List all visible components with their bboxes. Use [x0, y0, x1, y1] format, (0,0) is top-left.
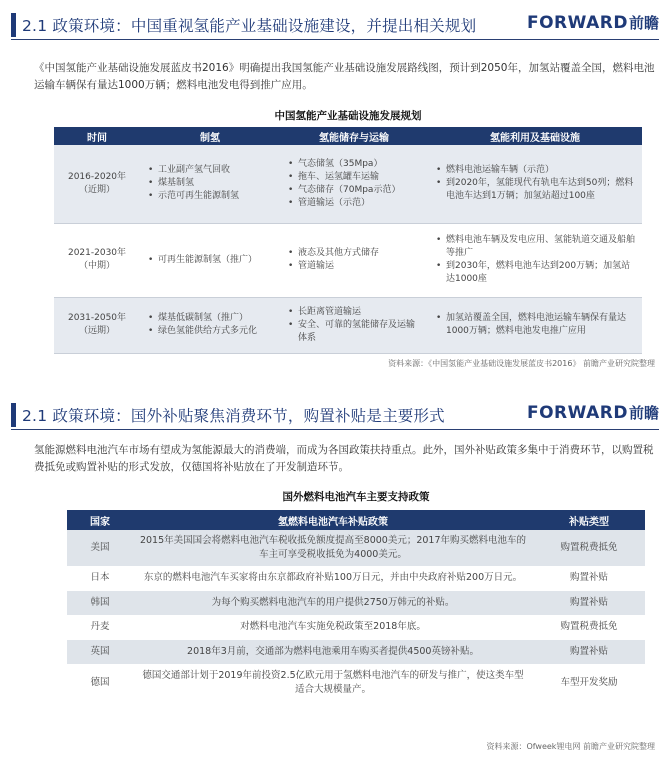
col-header-type: 补贴类型 — [533, 510, 645, 530]
section-1-title: 2.1 政策环境：中国重视氢能产业基础设施建设，并提出相关规划 — [22, 16, 477, 35]
policy-cell: 为每个购买燃料电池汽车的用户提供2750万韩元的补贴。 — [133, 590, 533, 615]
production-cell — [140, 145, 280, 223]
list-item: • 煤基制氢 — [146, 177, 274, 190]
type-cell: 车型开发奖励 — [533, 664, 645, 702]
storage-cell — [280, 223, 428, 297]
table-row — [67, 639, 645, 664]
table-row — [54, 223, 642, 297]
list-item: • 燃料电池车辆及发电应用、氢能轨道交通及船舶等推广 — [434, 234, 636, 260]
list-item: • 工业副产氢气回收 — [146, 164, 274, 177]
list-item: • 长距离管道输运 — [286, 306, 422, 319]
col-header-policy: 氢燃料电池汽车补贴政策 — [133, 510, 533, 530]
country-cell: 日本 — [67, 566, 133, 590]
list-item: • 管道输运（示范） — [286, 197, 422, 210]
section-marker — [11, 13, 16, 37]
forward-logo — [527, 12, 659, 33]
foreign-policy-table — [67, 510, 645, 703]
section-2-title: 2.1 政策环境：国外补贴聚焦消费环节，购置补贴是主要形式 — [22, 406, 445, 425]
time-label: （远期） — [78, 326, 115, 336]
policy-cell: 2015年美国国会将燃料电池汽车税收抵免额度提高至8000美元；2017年购买燃料电池车的车主可享受税收抵免为4000美元。 — [133, 530, 533, 566]
section-marker — [11, 403, 16, 427]
utilization-cell — [428, 145, 642, 223]
type-cell: 购置税费抵免 — [533, 615, 645, 639]
section-2-header — [11, 400, 659, 430]
time-cell — [54, 145, 140, 223]
country-cell: 德国 — [67, 664, 133, 702]
infrastructure-plan-table — [54, 127, 642, 354]
brand-latin: FORWARD — [526, 13, 628, 33]
brand-latin: FORWARD — [526, 403, 628, 423]
list-item: • 拖车、运氢罐车运输 — [286, 171, 422, 184]
source-note-2: 资料来源：Ofweek锂电网 前瞻产业研究院整理 — [486, 742, 655, 751]
table-2-title: 国外燃料电池汽车主要支持政策 — [282, 491, 430, 503]
utilization-cell — [428, 297, 642, 353]
type-cell: 购置补贴 — [533, 566, 645, 590]
col-header-time: 时间 — [54, 127, 140, 145]
type-cell: 购置补贴 — [533, 590, 645, 615]
table-row — [67, 615, 645, 639]
time-period: 2031-2050年 — [67, 313, 127, 323]
forward-logo — [527, 402, 659, 423]
time-label: （近期） — [78, 184, 115, 195]
list-item: • 到2020年，氢能现代有轨电车达到50列；燃料电池车达到1万辆；加氢站超过100座 — [434, 177, 636, 203]
country-cell: 英国 — [67, 639, 133, 664]
time-cell — [54, 297, 140, 353]
storage-cell — [280, 297, 428, 353]
list-item: • 加氢站覆盖全国，燃料电池运输车辆保有量达1000万辆；燃料电池发电推广应用 — [434, 312, 636, 338]
table-1-title: 中国氢能产业基础设施发展规划 — [274, 110, 422, 122]
list-item: • 液态及其他方式储存 — [286, 247, 422, 260]
list-item: • 到2030年，燃料电池车达到200万辆；加氢站达1000座 — [434, 260, 636, 286]
utilization-cell — [428, 223, 642, 297]
section-1-paragraph: 《中国氢能产业基础设施发展蓝皮书2016》明确提出我国氢能产业基础设施发展路线图，预计到2050年，加氢站覆盖全国，燃料电池运输车辆保有量达1000万辆；燃料电池发电得到推广应用。 — [34, 62, 655, 91]
policy-cell: 德国交通部计划于2019年前投资2.5亿欧元用于氢燃料电池汽车的研发与推广，使这类车型适合大规模量产。 — [133, 664, 533, 702]
table-row — [54, 297, 642, 353]
list-item: • 煤基低碳制氢（推广） — [146, 312, 274, 325]
time-period: 2021-2030年 — [67, 248, 127, 258]
time-cell — [54, 223, 140, 297]
type-cell: 购置税费抵免 — [533, 530, 645, 566]
brand-cn: 前瞻 — [628, 14, 659, 32]
section-1-header — [11, 10, 659, 40]
list-item: • 绿色氢能供给方式多元化 — [146, 325, 274, 338]
table-row — [67, 566, 645, 590]
time-period: 2016-2020年 — [67, 171, 127, 182]
table-row — [67, 590, 645, 615]
table-row — [67, 530, 645, 566]
country-cell: 丹麦 — [67, 615, 133, 639]
production-cell — [140, 223, 280, 297]
table-row — [67, 664, 645, 702]
list-item: • 气态储氢（35Mpa） — [286, 158, 422, 171]
time-label: （中期） — [78, 261, 115, 271]
table-header-row — [67, 510, 645, 530]
type-cell: 购置补贴 — [533, 639, 645, 664]
production-cell — [140, 297, 280, 353]
policy-cell: 2018年3月前，交通部为燃料电池乘用车购买者提供4500英镑补贴。 — [133, 639, 533, 664]
table-header-row — [54, 127, 642, 145]
col-header-country: 国家 — [67, 510, 133, 530]
list-item: • 管道输运 — [286, 260, 422, 273]
source-note-1: 资料来源：《中国氢能产业基础设施发展蓝皮书2016》 前瞻产业研究院整理 — [388, 359, 655, 368]
policy-cell: 对燃料电池汽车实施免税政策至2018年底。 — [133, 615, 533, 639]
list-item: • 安全、可靠的氢能储存及运输体系 — [286, 319, 422, 345]
list-item: • 示范可再生能源制氢 — [146, 190, 274, 203]
col-header-storage: 氢能储存与运输 — [280, 127, 428, 145]
policy-cell: 东京的燃料电池汽车买家将由东京都政府补贴100万日元，并由中央政府补贴200万日元。 — [133, 566, 533, 590]
list-item: • 燃料电池运输车辆（示范） — [434, 164, 636, 177]
list-item: • 可再生能源制氢（推广） — [146, 254, 274, 267]
country-cell: 美国 — [67, 530, 133, 566]
list-item: • 气态储存（70Mpa示范） — [286, 184, 422, 197]
brand-cn: 前瞻 — [628, 404, 659, 422]
section-2-paragraph: 氢能源燃料电池汽车市场有望成为氢能源最大的消费端，而成为各国政策扶持重点。此外，国外补贴政策多集中于消费环节，以购置税费抵免或购置补贴的形式发放，仅德国将补贴放在了开发制造环节。 — [34, 444, 654, 473]
col-header-utilization: 氢能利用及基础设施 — [428, 127, 642, 145]
storage-cell — [280, 145, 428, 223]
col-header-production: 制氢 — [140, 127, 280, 145]
table-row — [54, 145, 642, 223]
country-cell: 韩国 — [67, 590, 133, 615]
